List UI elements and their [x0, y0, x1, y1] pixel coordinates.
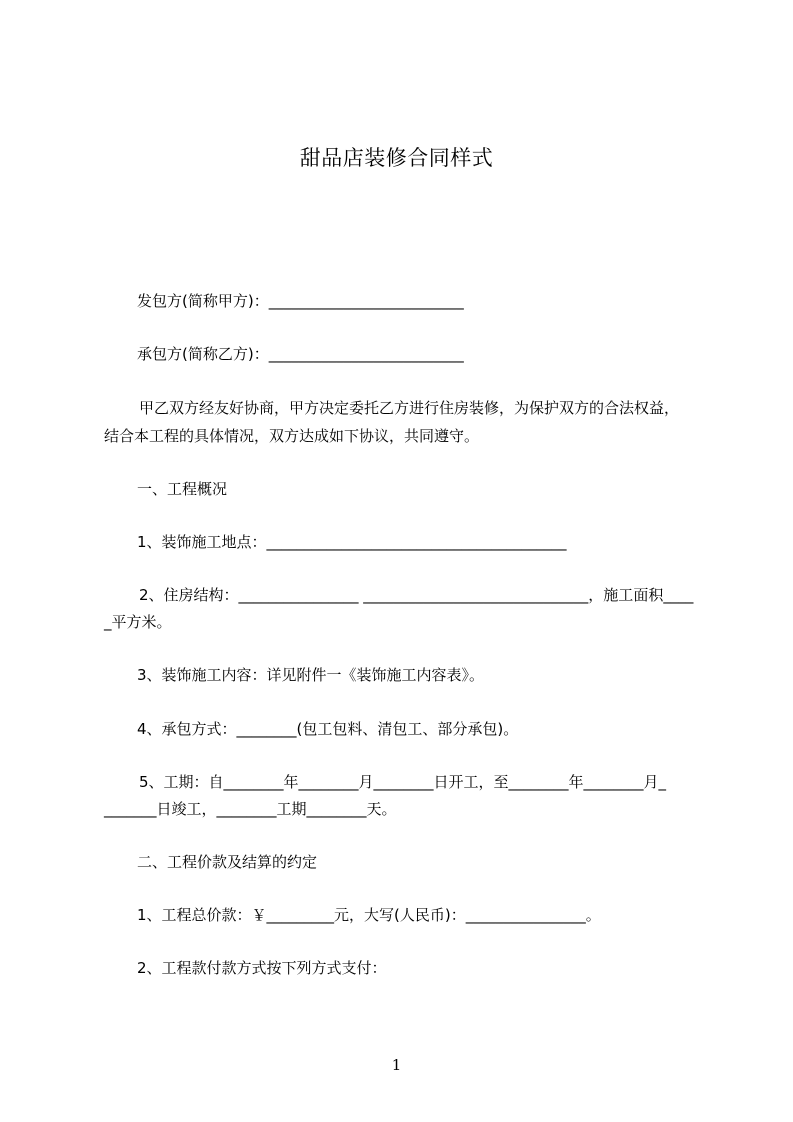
clause-construction-location: 1、装饰施工地点：________________________________________ [137, 533, 567, 551]
clause-house-structure-line-2: _平方米。 [104, 613, 172, 631]
clause-duration-line-2: _______日竣工，________工期________天。 [104, 800, 397, 818]
clause-duration-line-1: 5、工期：自________年________月________日开工，至________年________月_ [139, 773, 667, 791]
clause-payment-method: 2、工程款付款方式按下列方式支付： [137, 959, 387, 977]
party-a-line: 发包方(简称甲方)：__________________________ [137, 292, 464, 310]
clause-house-structure-line-1: 2、住房结构：________________ ______________________________，施工面积____ [139, 586, 694, 604]
page-number: 1 [391, 1056, 402, 1074]
document-title: 甜品店装修合同样式 [299, 146, 494, 170]
section-heading-project-overview: 一、工程概况 [137, 480, 228, 498]
agreement-paragraph-line-1: 甲乙双方经友好协商，甲方决定委托乙方进行住房装修，为保护双方的合法权益， [139, 399, 680, 417]
section-heading-price-settlement: 二、工程价款及结算的约定 [137, 853, 318, 871]
agreement-paragraph-line-2: 结合本工程的具体情况，双方达成如下协议，共同遵守。 [104, 427, 480, 445]
party-b-line: 承包方(简称乙方)：__________________________ [137, 345, 464, 363]
clause-construction-content: 3、装饰施工内容：详见附件一《装饰施工内容表》。 [137, 666, 485, 684]
clause-total-price: 1、工程总价款：￥_________元，大写(人民币)：________________。 [137, 906, 601, 924]
clause-contract-method: 4、承包方式：________(包工包料、清包工、部分承包)。 [137, 720, 519, 738]
